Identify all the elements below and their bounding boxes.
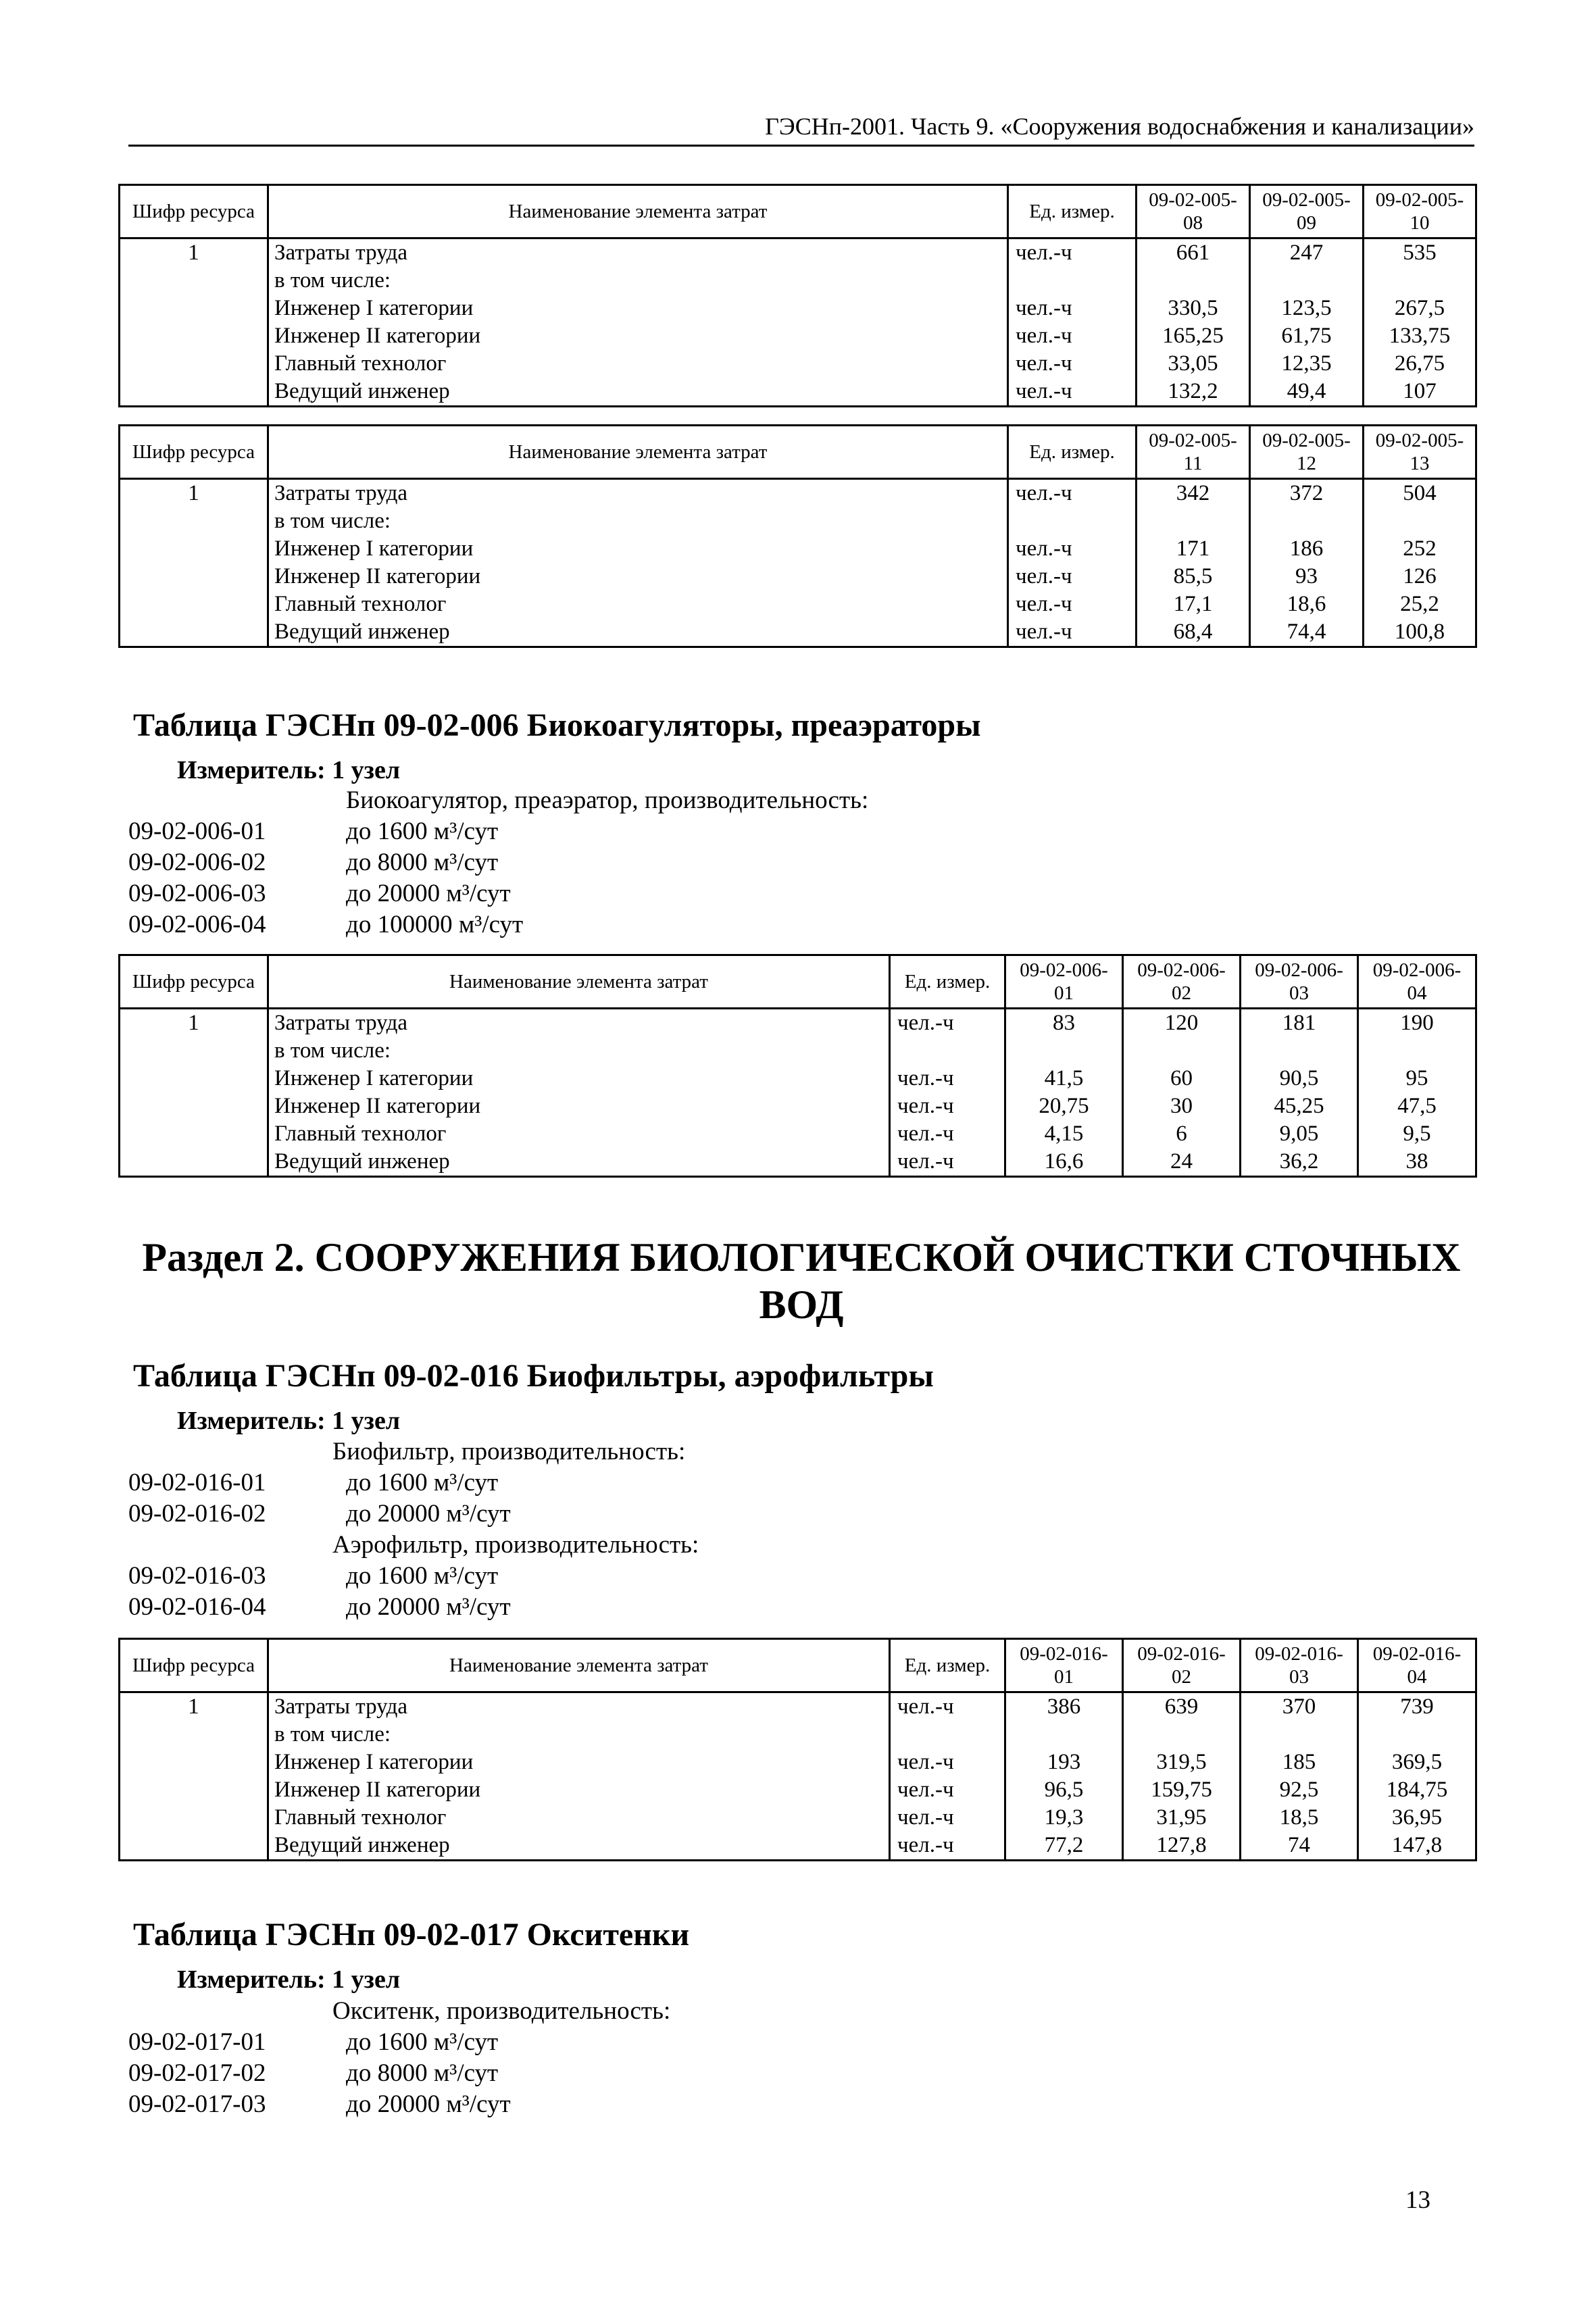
value-cell: 93 xyxy=(1250,563,1364,590)
cost-table-005-b xyxy=(118,424,1477,648)
value-cell: 85,5 xyxy=(1137,563,1250,590)
header-norm-code: 09-02-006-01 xyxy=(1005,955,1123,1009)
table-row xyxy=(120,618,1476,647)
norm-text: до 1600 м³/сут xyxy=(346,2028,499,2056)
value-cell: 120 xyxy=(1123,1009,1241,1038)
header-norm-code: 09-02-006-04 xyxy=(1358,955,1476,1009)
header-code: Шифр ресурса xyxy=(120,426,268,479)
value-cell: 77,2 xyxy=(1005,1832,1123,1861)
table-row xyxy=(120,1092,1476,1120)
header-norm-code: 09-02-016-01 xyxy=(1005,1639,1123,1692)
value-cell: 372 xyxy=(1250,479,1364,508)
table-row xyxy=(120,1804,1476,1832)
value-cell: 18,5 xyxy=(1241,1804,1358,1832)
header-norm-code: 09-02-006-03 xyxy=(1241,955,1358,1009)
row-label: Затраты труда xyxy=(268,479,1008,508)
resource-code: 1 xyxy=(120,238,268,268)
header-code: Шифр ресурса xyxy=(120,185,268,238)
norm-description: Аэрофильтр, производительность: xyxy=(332,1531,699,1559)
unit-cell: чел.-ч xyxy=(890,1832,1005,1861)
header-unit: Ед. измер. xyxy=(1008,426,1137,479)
table-row xyxy=(120,563,1476,590)
value-cell: 190 xyxy=(1358,1009,1476,1038)
value-cell: 83 xyxy=(1005,1009,1123,1038)
value-cell: 342 xyxy=(1137,479,1250,508)
row-label: Инженер I категории xyxy=(268,1749,890,1776)
running-header: ГЭСНп-2001. Часть 9. «Сооружения водоснабжения и канализации» xyxy=(765,113,1474,140)
norm-code: 09-02-006-01 xyxy=(128,818,266,845)
value-cell: 181 xyxy=(1241,1009,1358,1038)
unit-cell: чел.-ч xyxy=(1008,590,1137,618)
norm-code: 09-02-016-04 xyxy=(128,1593,266,1621)
value-cell: 386 xyxy=(1005,1692,1123,1721)
row-label: Ведущий инженер xyxy=(268,618,1008,647)
norm-text: до 1600 м³/сут xyxy=(346,1562,499,1590)
value-cell: 185 xyxy=(1241,1749,1358,1776)
value-cell: 18,6 xyxy=(1250,590,1364,618)
value-cell: 16,6 xyxy=(1005,1148,1123,1177)
row-label: Затраты труда xyxy=(268,1009,890,1038)
norm-code: 09-02-006-04 xyxy=(128,911,266,938)
unit-cell: чел.-ч xyxy=(1008,479,1137,508)
section-title: Таблица ГЭСНп 09-02-006 Биокоагуляторы, преаэраторы xyxy=(133,707,981,743)
table-row xyxy=(120,267,1476,295)
table-row xyxy=(120,322,1476,350)
value-cell: 535 xyxy=(1364,238,1476,268)
row-label: Затраты труда xyxy=(268,238,1008,268)
header-norm-code: 09-02-005-08 xyxy=(1137,185,1250,238)
value-cell: 132,2 xyxy=(1137,378,1250,407)
norm-description: Окситенк, производительность: xyxy=(332,1997,671,2025)
table-row xyxy=(120,378,1476,407)
value-cell: 504 xyxy=(1364,479,1476,508)
row-label: Инженер I категории xyxy=(268,535,1008,563)
value-cell: 107 xyxy=(1364,378,1476,407)
value-cell: 247 xyxy=(1250,238,1364,268)
row-label: Главный технолог xyxy=(268,590,1008,618)
unit-cell: чел.-ч xyxy=(1008,238,1137,268)
norm-text: до 8000 м³/сут xyxy=(346,849,499,876)
row-label: Главный технолог xyxy=(268,1120,890,1148)
value-cell: 36,2 xyxy=(1241,1148,1358,1177)
table-row xyxy=(120,1692,1476,1721)
value-cell: 20,75 xyxy=(1005,1092,1123,1120)
table-row xyxy=(120,1065,1476,1092)
value-cell: 68,4 xyxy=(1137,618,1250,647)
row-label: Главный технолог xyxy=(268,1804,890,1832)
meter-label: Измеритель: 1 узел xyxy=(177,756,401,784)
part-heading: Раздел 2. СООРУЖЕНИЯ БИОЛОГИЧЕСКОЙ ОЧИСТКИ СТОЧНЫХ ВОД xyxy=(142,1235,1461,1327)
value-cell: 319,5 xyxy=(1123,1749,1241,1776)
value-cell: 45,25 xyxy=(1241,1092,1358,1120)
header-name: Наименование элемента затрат xyxy=(268,955,890,1009)
value-cell: 49,4 xyxy=(1250,378,1364,407)
unit-cell: чел.-ч xyxy=(1008,563,1137,590)
resource-code: 1 xyxy=(120,479,268,508)
value-cell: 165,25 xyxy=(1137,322,1250,350)
norm-code: 09-02-006-03 xyxy=(128,880,266,907)
row-label: Инженер II категории xyxy=(268,1776,890,1804)
value-cell: 96,5 xyxy=(1005,1776,1123,1804)
row-label: Затраты труда xyxy=(268,1692,890,1721)
table-row xyxy=(120,1749,1476,1776)
table-row xyxy=(120,1776,1476,1804)
value-cell: 6 xyxy=(1123,1120,1241,1148)
value-cell: 661 xyxy=(1137,238,1250,268)
value-cell: 330,5 xyxy=(1137,295,1250,322)
value-cell: 739 xyxy=(1358,1692,1476,1721)
header-norm-code: 09-02-005-13 xyxy=(1364,426,1476,479)
meter-label: Измеритель: 1 узел xyxy=(177,1965,401,1994)
row-label: Инженер II категории xyxy=(268,322,1008,350)
unit-cell: чел.-ч xyxy=(1008,350,1137,378)
header-code: Шифр ресурса xyxy=(120,955,268,1009)
value-cell: 74 xyxy=(1241,1832,1358,1861)
norm-code: 09-02-016-01 xyxy=(128,1469,266,1496)
unit-cell: чел.-ч xyxy=(1008,378,1137,407)
value-cell: 30 xyxy=(1123,1092,1241,1120)
value-cell: 123,5 xyxy=(1250,295,1364,322)
header-code: Шифр ресурса xyxy=(120,1639,268,1692)
unit-cell: чел.-ч xyxy=(890,1065,1005,1092)
value-cell: 127,8 xyxy=(1123,1832,1241,1861)
value-cell: 133,75 xyxy=(1364,322,1476,350)
value-cell: 36,95 xyxy=(1358,1804,1476,1832)
unit-cell: чел.-ч xyxy=(1008,618,1137,647)
value-cell: 369,5 xyxy=(1358,1749,1476,1776)
value-cell: 147,8 xyxy=(1358,1832,1476,1861)
row-label: Ведущий инженер xyxy=(268,1832,890,1861)
norm-code: 09-02-017-03 xyxy=(128,2090,266,2118)
table-row xyxy=(120,1148,1476,1177)
value-cell: 60 xyxy=(1123,1065,1241,1092)
norm-description: Биофильтр, производительность: xyxy=(332,1438,686,1465)
section-title: Таблица ГЭСНп 09-02-017 Окситенки xyxy=(133,1917,690,1953)
cost-table-006 xyxy=(118,954,1477,1178)
value-cell: 9,5 xyxy=(1358,1120,1476,1148)
unit-cell: чел.-ч xyxy=(890,1009,1005,1038)
value-cell: 267,5 xyxy=(1364,295,1476,322)
value-cell: 17,1 xyxy=(1137,590,1250,618)
value-cell: 184,75 xyxy=(1358,1776,1476,1804)
row-label: Ведущий инженер xyxy=(268,1148,890,1177)
header-norm-code: 09-02-005-12 xyxy=(1250,426,1364,479)
value-cell: 9,05 xyxy=(1241,1120,1358,1148)
header-unit: Ед. измер. xyxy=(890,1639,1005,1692)
value-cell: 171 xyxy=(1137,535,1250,563)
header-unit: Ед. измер. xyxy=(1008,185,1137,238)
value-cell: 252 xyxy=(1364,535,1476,563)
norm-text: до 8000 м³/сут xyxy=(346,2059,499,2087)
table-row xyxy=(120,238,1476,268)
row-label: в том числе: xyxy=(268,267,1008,295)
row-label: Инженер II категории xyxy=(268,1092,890,1120)
value-cell: 159,75 xyxy=(1123,1776,1241,1804)
value-cell: 41,5 xyxy=(1005,1065,1123,1092)
value-cell: 100,8 xyxy=(1364,618,1476,647)
cost-table-016 xyxy=(118,1638,1477,1861)
header-name: Наименование элемента затрат xyxy=(268,1639,890,1692)
row-label: Инженер I категории xyxy=(268,295,1008,322)
value-cell: 61,75 xyxy=(1250,322,1364,350)
unit-cell: чел.-ч xyxy=(1008,535,1137,563)
table-row xyxy=(120,1009,1476,1038)
value-cell: 12,35 xyxy=(1250,350,1364,378)
value-cell: 95 xyxy=(1358,1065,1476,1092)
resource-code: 1 xyxy=(120,1009,268,1038)
value-cell: 47,5 xyxy=(1358,1092,1476,1120)
row-label: в том числе: xyxy=(268,507,1008,535)
row-label: в том числе: xyxy=(268,1721,890,1749)
page-number: 13 xyxy=(1405,2186,1430,2214)
value-cell: 19,3 xyxy=(1005,1804,1123,1832)
header-norm-code: 09-02-016-02 xyxy=(1123,1639,1241,1692)
unit-cell: чел.-ч xyxy=(890,1148,1005,1177)
header-norm-code: 09-02-005-11 xyxy=(1137,426,1250,479)
unit-cell: чел.-ч xyxy=(1008,322,1137,350)
value-cell: 126 xyxy=(1364,563,1476,590)
norm-text: до 1600 м³/сут xyxy=(346,1469,499,1496)
table-row xyxy=(120,590,1476,618)
unit-cell: чел.-ч xyxy=(890,1692,1005,1721)
unit-cell: чел.-ч xyxy=(890,1120,1005,1148)
header-rule xyxy=(128,145,1474,147)
header-norm-code: 09-02-005-10 xyxy=(1364,185,1476,238)
table-row xyxy=(120,479,1476,508)
value-cell: 186 xyxy=(1250,535,1364,563)
norm-text: до 20000 м³/сут xyxy=(346,1593,511,1621)
value-cell: 193 xyxy=(1005,1749,1123,1776)
resource-code: 1 xyxy=(120,1692,268,1721)
header-name: Наименование элемента затрат xyxy=(268,185,1008,238)
value-cell: 92,5 xyxy=(1241,1776,1358,1804)
value-cell: 4,15 xyxy=(1005,1120,1123,1148)
norm-code: 09-02-016-02 xyxy=(128,1500,266,1528)
norm-text: до 20000 м³/сут xyxy=(346,1500,511,1528)
norm-text: до 1600 м³/сут xyxy=(346,818,499,845)
value-cell: 31,95 xyxy=(1123,1804,1241,1832)
row-label: Ведущий инженер xyxy=(268,378,1008,407)
cost-table-005-a xyxy=(118,184,1477,407)
value-cell: 33,05 xyxy=(1137,350,1250,378)
value-cell: 24 xyxy=(1123,1148,1241,1177)
value-cell: 25,2 xyxy=(1364,590,1476,618)
norm-code: 09-02-017-01 xyxy=(128,2028,266,2056)
unit-cell: чел.-ч xyxy=(890,1776,1005,1804)
value-cell: 639 xyxy=(1123,1692,1241,1721)
header-norm-code: 09-02-016-03 xyxy=(1241,1639,1358,1692)
meter-label: Измеритель: 1 узел xyxy=(177,1407,401,1435)
table-row xyxy=(120,535,1476,563)
value-cell: 26,75 xyxy=(1364,350,1476,378)
table-row xyxy=(120,1832,1476,1861)
value-cell: 74,4 xyxy=(1250,618,1364,647)
header-norm-code: 09-02-006-02 xyxy=(1123,955,1241,1009)
unit-cell: чел.-ч xyxy=(890,1092,1005,1120)
header-norm-code: 09-02-016-04 xyxy=(1358,1639,1476,1692)
norm-text: до 100000 м³/сут xyxy=(346,911,524,938)
table-row xyxy=(120,295,1476,322)
value-cell: 90,5 xyxy=(1241,1065,1358,1092)
table-row xyxy=(120,1037,1476,1065)
table-row xyxy=(120,1120,1476,1148)
row-label: в том числе: xyxy=(268,1037,890,1065)
norm-text: до 20000 м³/сут xyxy=(346,880,511,907)
header-norm-code: 09-02-005-09 xyxy=(1250,185,1364,238)
unit-cell: чел.-ч xyxy=(890,1749,1005,1776)
norm-code: 09-02-006-02 xyxy=(128,849,266,876)
table-row xyxy=(120,507,1476,535)
section-title: Таблица ГЭСНп 09-02-016 Биофильтры, аэрофильтры xyxy=(133,1358,934,1394)
header-name: Наименование элемента затрат xyxy=(268,426,1008,479)
row-label: Инженер II категории xyxy=(268,563,1008,590)
value-cell: 38 xyxy=(1358,1148,1476,1177)
norm-text: до 20000 м³/сут xyxy=(346,2090,511,2118)
norm-description: Биокоагулятор, преаэратор, производительность: xyxy=(346,786,869,814)
unit-cell: чел.-ч xyxy=(890,1804,1005,1832)
table-row xyxy=(120,1721,1476,1749)
table-row xyxy=(120,350,1476,378)
header-unit: Ед. измер. xyxy=(890,955,1005,1009)
row-label: Главный технолог xyxy=(268,350,1008,378)
row-label: Инженер I категории xyxy=(268,1065,890,1092)
unit-cell: чел.-ч xyxy=(1008,295,1137,322)
norm-code: 09-02-016-03 xyxy=(128,1562,266,1590)
value-cell: 370 xyxy=(1241,1692,1358,1721)
norm-code: 09-02-017-02 xyxy=(128,2059,266,2087)
